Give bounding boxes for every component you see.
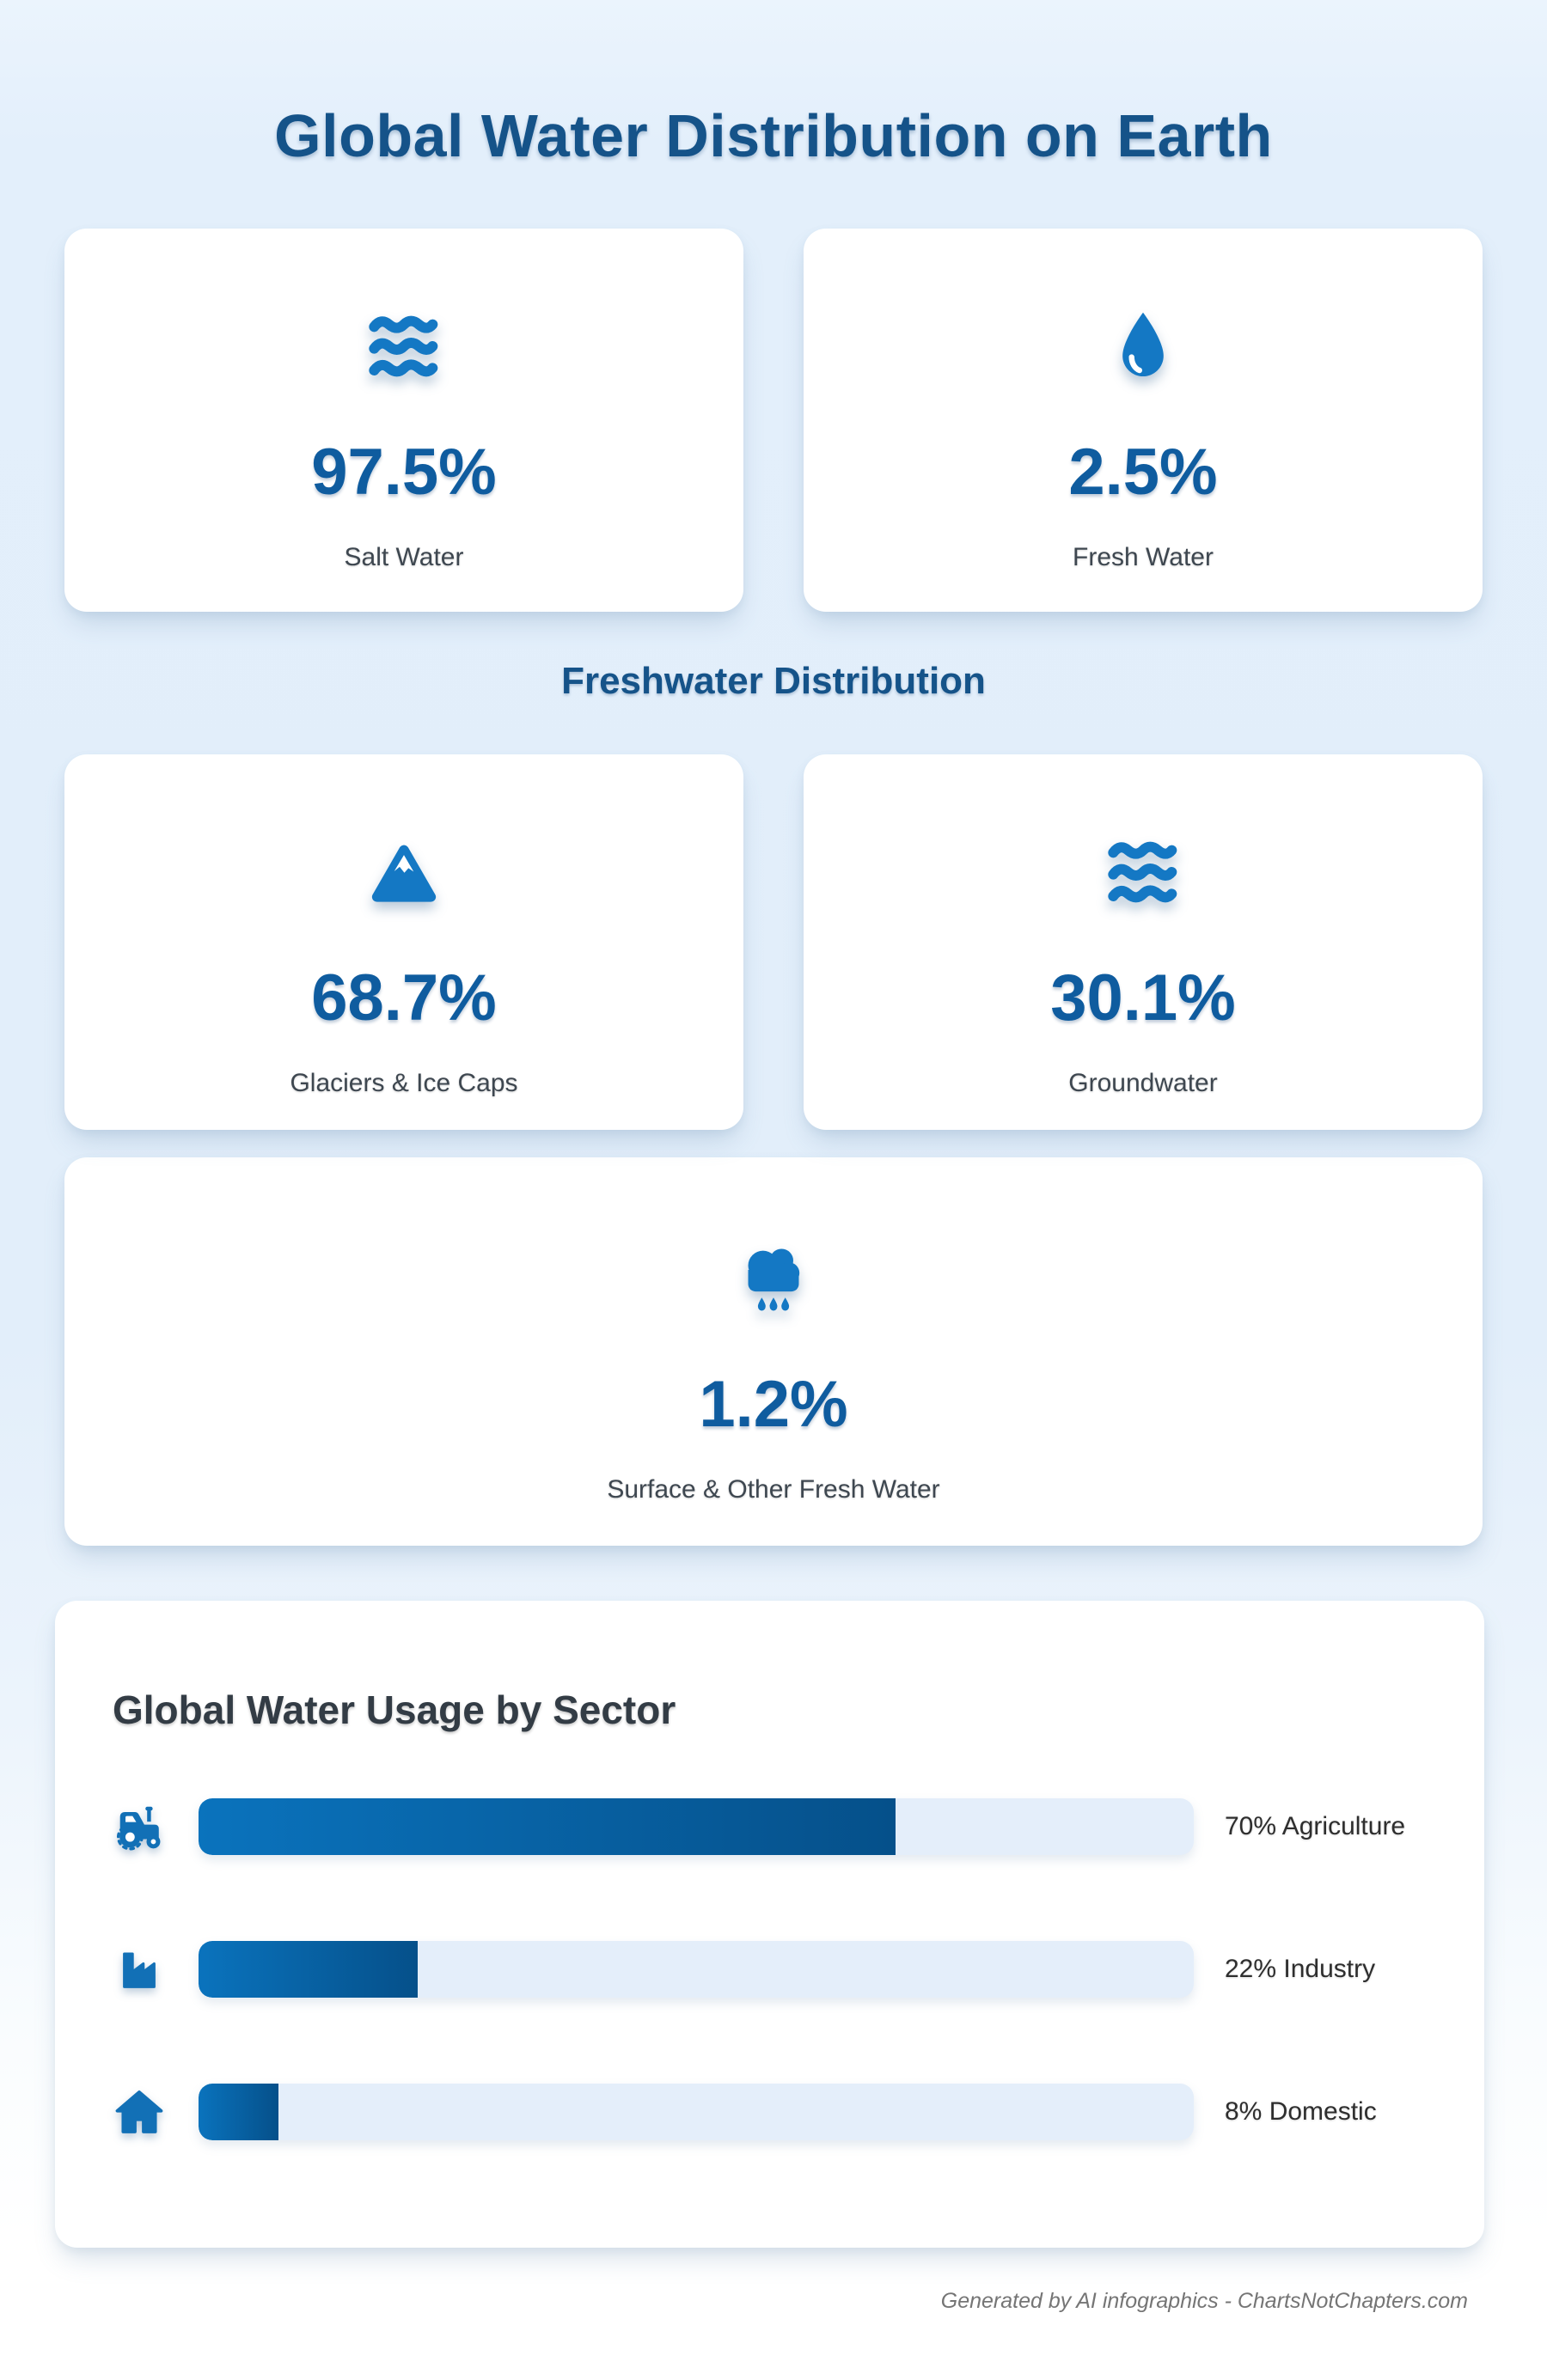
- bar-label: 8% Domestic: [1225, 2097, 1377, 2126]
- bar-row-agriculture: [113, 1798, 1427, 1855]
- house-icon: [113, 2088, 166, 2136]
- stat-label: Surface & Other Fresh Water: [607, 1475, 940, 1504]
- progress-fill: [199, 2084, 278, 2140]
- page-title: Global Water Distribution on Earth: [274, 102, 1273, 169]
- usage-section-heading: Global Water Usage by Sector: [113, 1687, 676, 1732]
- stat-value: 68.7%: [311, 961, 497, 1034]
- progress-fill: [199, 1941, 418, 1998]
- main-stats-grid: [64, 229, 1483, 612]
- stat-label: Glaciers & Ice Caps: [290, 1069, 518, 1097]
- stat-value: 2.5%: [1068, 436, 1218, 509]
- bar-row-domestic: [113, 2084, 1427, 2140]
- waves-icon: [367, 308, 441, 385]
- usage-bars: [113, 1798, 1427, 2140]
- waves-icon: [1106, 833, 1180, 911]
- stat-label: Groundwater: [1068, 1069, 1218, 1097]
- stat-label: Fresh Water: [1073, 543, 1214, 571]
- progress-track: [199, 2084, 1194, 2140]
- tractor-icon: [113, 1802, 166, 1852]
- bar-label: 70% Agriculture: [1225, 1812, 1406, 1840]
- stat-card-fresh-water: [804, 229, 1483, 612]
- stat-card-salt-water: [64, 229, 743, 612]
- droplet-icon: [1116, 308, 1170, 385]
- stat-card-groundwater: [804, 754, 1483, 1130]
- cloud-rain-icon: [734, 1240, 813, 1317]
- bar-label: 22% Industry: [1225, 1955, 1376, 1983]
- bar-row-industry: [113, 1941, 1427, 1998]
- factory-icon: [113, 1944, 166, 1994]
- progress-fill: [199, 1798, 896, 1855]
- stat-card-glaciers: [64, 754, 743, 1130]
- stat-card-surface-water: [64, 1157, 1483, 1546]
- mountain-icon: [369, 833, 439, 911]
- footer-credit: Generated by AI infographics - ChartsNotChapters.com: [940, 2289, 1468, 2313]
- progress-track: [199, 1798, 1194, 1855]
- stat-label: Salt Water: [344, 543, 464, 571]
- stat-value: 30.1%: [1050, 961, 1236, 1034]
- freshwater-stats-grid: [64, 754, 1483, 1130]
- stat-value: 1.2%: [699, 1368, 848, 1441]
- freshwater-section-heading: Freshwater Distribution: [561, 660, 986, 702]
- progress-track: [199, 1941, 1194, 1998]
- stat-value: 97.5%: [311, 436, 497, 509]
- usage-section-card: [55, 1601, 1484, 2248]
